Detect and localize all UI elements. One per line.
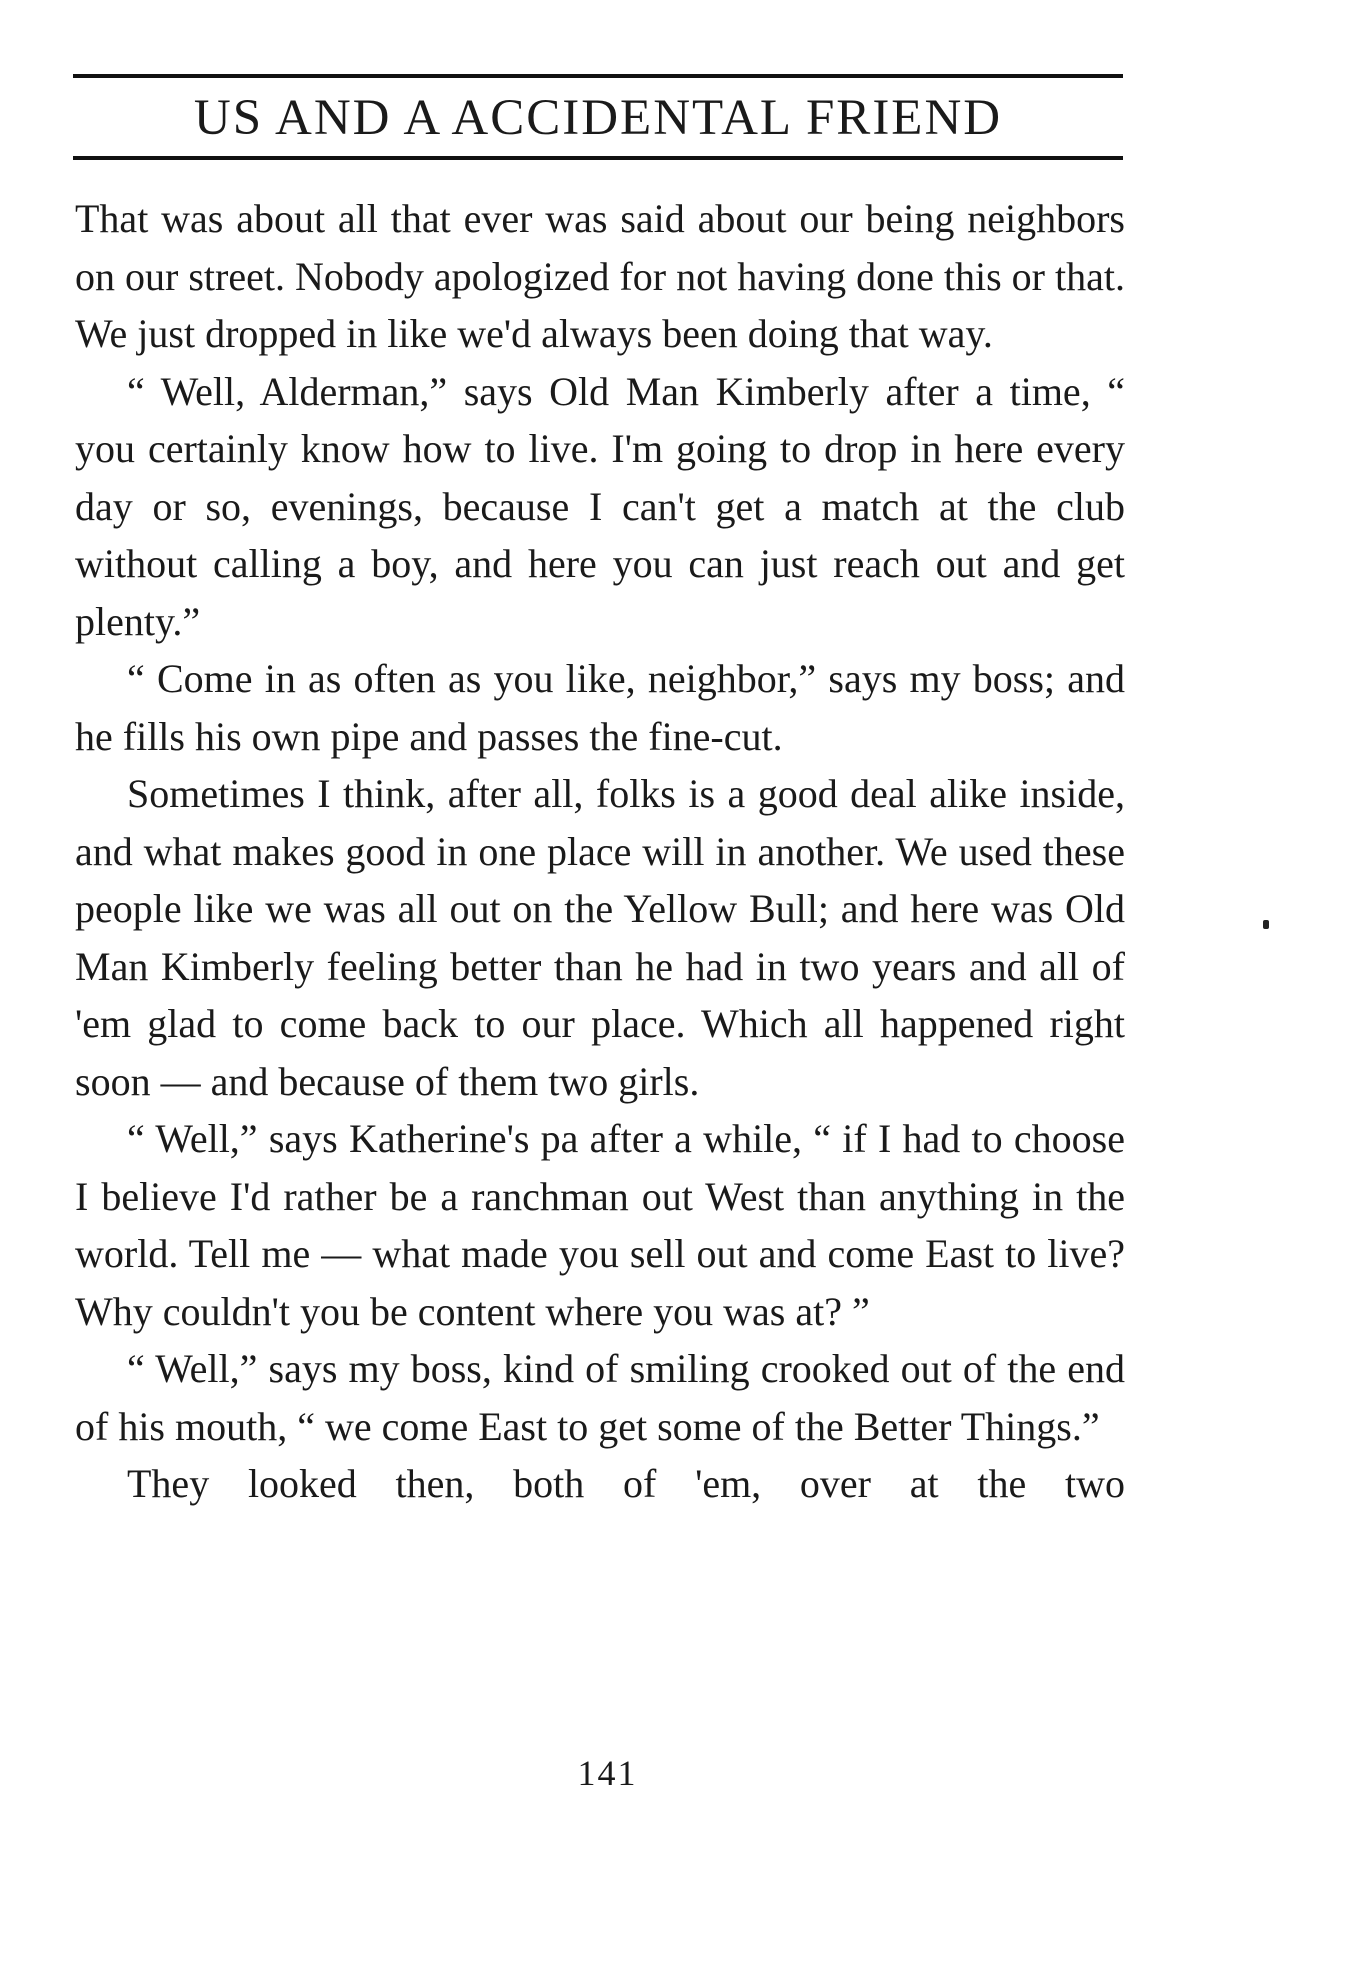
running-head: US AND A ACCIDENTAL FRIEND — [193, 90, 1003, 146]
page-number: 141 — [577, 1753, 638, 1793]
paragraph: That was about all that ever was said about our being neighbors on our street. Nobody apologized for not having done this or that. We just dropped in like we'd always been doing that way. — [75, 196, 1125, 356]
paragraph: Sometimes I think, after all, folks is a good deal alike inside, and what makes good in one place will in another. We used these people like we was all out on the Yellow Bull; and here was Old Man Kimberly feeling better than he had in two years and all of 'em glad to come back to our place. Which all happened right soon — and because of them two girls. — [75, 771, 1125, 1104]
paragraph: “ Well,” says Katherine's pa after a while, “ if I had to choose I believe I'd rather be a ranchman out West than anything in the world. Tell me — what made you sell out and come East to live? Why couldn't you be content where you was at? ” — [75, 1116, 1125, 1334]
header-rule-top — [73, 74, 1123, 78]
header-rule-bottom — [73, 156, 1123, 160]
paragraph: They looked then, both of 'em, over at the two — [127, 1461, 1125, 1506]
body-text — [75, 190, 1125, 1513]
paragraph: “ Well, Alderman,” says Old Man Kimberly after a time, “ you certainly know how to live. I'm going to drop in here every day or so, evenings, because I can't get a match at the club without calling a boy, and here you can just reach out and get plenty.” — [75, 368, 1125, 644]
ink-speck — [1263, 920, 1269, 929]
paragraph: “ Well,” says my boss, kind of smiling crooked out of the end of his mouth, “ we come East to get some of the Better Things.” — [75, 1346, 1125, 1449]
paragraph: “ Come in as often as you like, neighbor,” says my boss; and he fills his own pipe and passes the fine-cut. — [75, 656, 1125, 759]
